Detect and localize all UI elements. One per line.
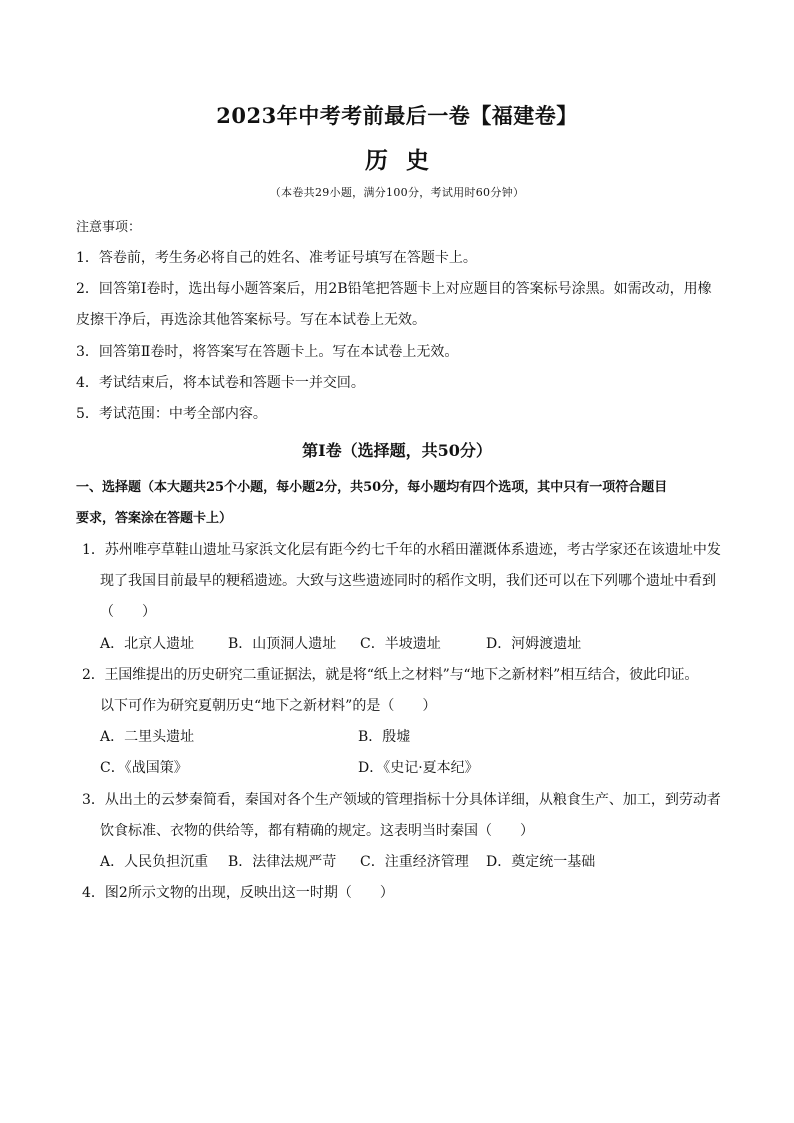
question-2-text: 以下可作为研究夏朝历史“地下之新材料”的是（ ） — [100, 698, 437, 714]
question-1-answer-blank: （ ） — [100, 604, 156, 620]
question-1-option-a: A．北京人遗址 — [100, 636, 195, 652]
notice-item: 5．考试范围：中考全部内容。 — [76, 406, 267, 422]
question-1-option-b: B．山顶洞人遗址 — [228, 636, 337, 652]
section-instruction-continued: 要求，答案涂在答题卡上） — [76, 511, 233, 526]
question-4-text: 4．图2所示文物的出现，反映出这一时期（ ） — [82, 885, 394, 901]
question-3-option-a: A．人民负担沉重 — [100, 854, 209, 870]
exam-note: （本卷共29小题，满分100分，考试用时60分钟） — [269, 186, 525, 199]
question-1-option-d: D．河姆渡遗址 — [486, 636, 582, 652]
notice-item: 1．答卷前，考生务必将自己的姓名、准考证号填写在答题卡上。 — [76, 250, 477, 266]
notice-heading: 注意事项： — [76, 220, 142, 235]
question-3-option-b: B．法律法规严苛 — [228, 854, 337, 870]
question-3-text: 饮食标准、衣物的供给等，都有精确的规定。这表明当时秦国（ ） — [100, 823, 534, 839]
section-instruction: 一、选择题（本大题共25个小题，每小题2分，共50分，每小题均有四个选项，其中只有一项符合题目 — [76, 480, 668, 495]
notice-item: 2．回答第Ⅰ卷时，选出每小题答案后，用2B铅笔把答题卡上对应题目的答案标号涂黑。如需改动，用橡 — [76, 281, 712, 297]
question-3-option-d: D．奠定统一基础 — [486, 854, 596, 870]
subject-title: 历史 — [365, 147, 447, 174]
section-title: 第Ⅰ卷（选择题，共50分） — [302, 441, 492, 460]
question-1-option-c: C．半坡遗址 — [360, 636, 441, 652]
question-3-option-c: C．注重经济管理 — [360, 854, 469, 870]
question-1-text: 现了我国目前最早的粳稻遗迹。大致与这些遗迹同时的稻作文明，我们还可以在下列哪个遗址中看到 — [100, 573, 716, 589]
exam-title: 2023年中考考前最后一卷【福建卷】 — [216, 103, 578, 128]
question-1-text: 1．苏州唯亭草鞋山遗址马家浜文化层有距今约七千年的水稻田灌溉体系遗迹，考古学家还在该遗址中发 — [82, 542, 721, 558]
question-3-text: 3．从出土的云梦秦简看，秦国对各个生产领域的管理指标十分具体详细，从粮食生产、加工，到劳动者 — [82, 792, 721, 808]
question-2-option-b: B．殷墟 — [358, 729, 411, 745]
question-2-text: 2．王国维提出的历史研究二重证据法，就是将“纸上之材料”与“地下之新材料”相互结合，彼此印证。 — [82, 667, 699, 683]
question-2-option-c: C．《战国策》 — [100, 760, 188, 776]
notice-item: 3．回答第Ⅱ卷时，将答案写在答题卡上。写在本试卷上无效。 — [76, 344, 459, 360]
question-2-option-a: A．二里头遗址 — [100, 729, 195, 745]
notice-item: 4．考试结束后，将本试卷和答题卡一并交回。 — [76, 375, 365, 391]
notice-item-continued: 皮擦干净后，再选涂其他答案标号。写在本试卷上无效。 — [76, 312, 426, 328]
question-2-option-d: D．《史记·夏本纪》 — [358, 760, 479, 776]
